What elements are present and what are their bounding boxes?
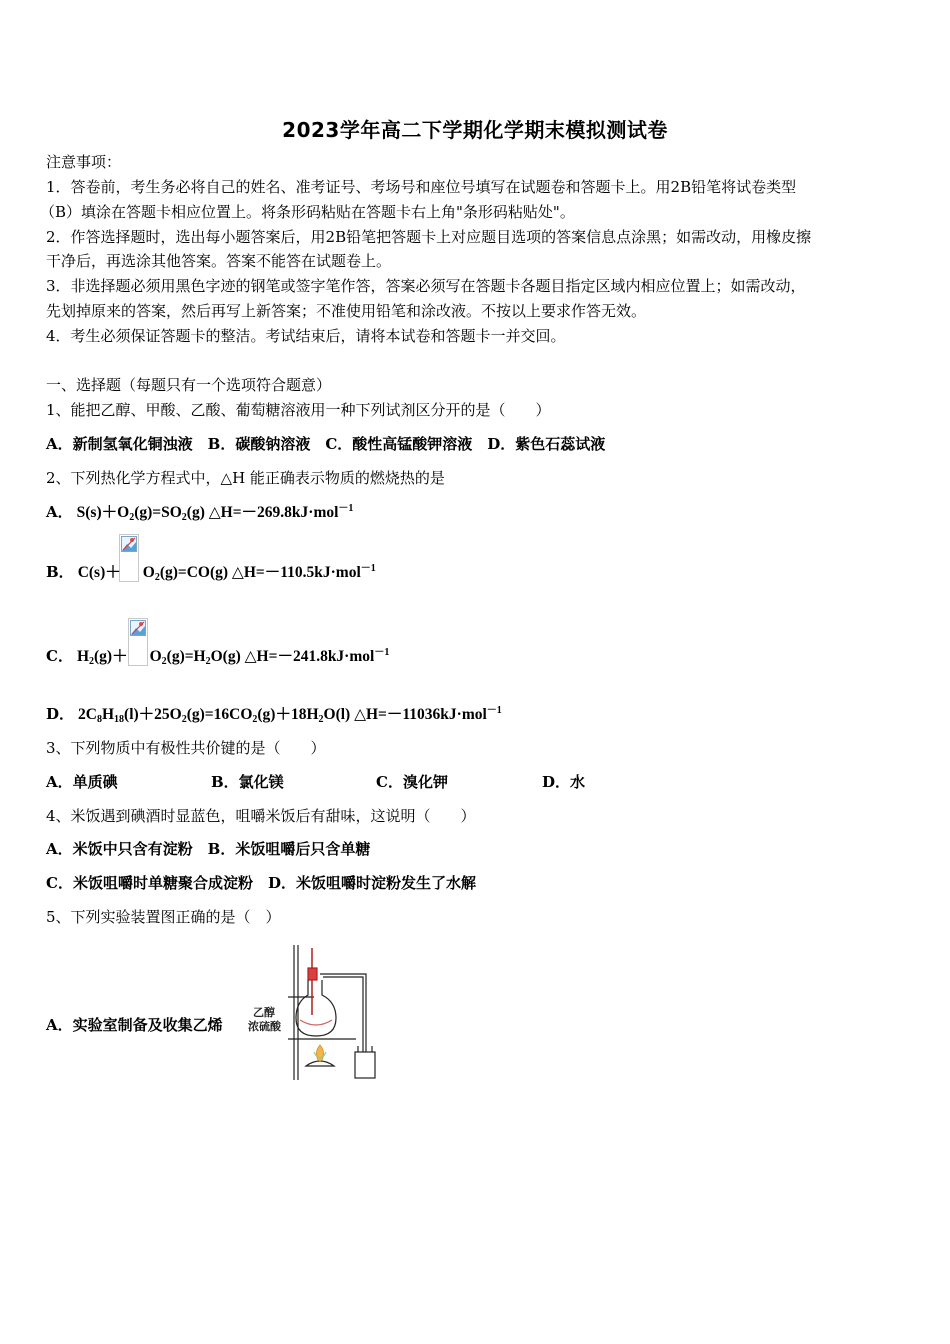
question-2-option-a: A． $S(s)+O_2(g)=SO_2(g)$ △H=－269.8kJ·mol$^{-1}$ xyxy=(46,503,354,523)
notice-line: 2．作答选择题时，选出每小题答案后，用2B铅笔把答题卡上对应题目选项的答案信息点涂黑；如需改动，用橡皮擦 xyxy=(46,228,812,246)
notice-line: 干净后，再选涂其他答案。答案不能答在试题卷上。 xyxy=(46,252,392,270)
notice-line: 4．考生必须保证答题卡的整洁。考试结束后，请将本试卷和答题卡一并交回。 xyxy=(46,327,566,345)
question-5-stem: 5、下列实验装置图正确的是（ ） xyxy=(46,908,281,926)
question-3-option-a: A．单质碘 xyxy=(46,773,118,791)
notice-heading: 注意事项： xyxy=(46,153,122,171)
question-2-option-b: B． $C(s)+ O_2(g)=CO(g)$ △H=－110.5kJ·mol$^{-1}$ xyxy=(46,563,376,583)
page-title: 2023学年高二下学期化学期末模拟测试卷 xyxy=(282,118,668,142)
section-heading: 一、选择题（每题只有一个选项符合题意） xyxy=(46,376,332,394)
broken-image-icon xyxy=(121,536,137,552)
option-label: B． xyxy=(46,563,74,581)
label-sulfuric-acid: 浓硫酸 xyxy=(248,1020,281,1033)
broken-image-icon xyxy=(130,620,146,636)
question-3-option-b: B．氯化镁 xyxy=(211,773,284,791)
notice-line: 1．答卷前，考生务必将自己的姓名、准考证号、考场号和座位号填写在试题卷和答题卡上。用2B铅笔将试卷类型 xyxy=(46,178,797,196)
question-1-stem: 1、能把乙醇、甲酸、乙酸、葡萄糖溶液用一种下列试剂区分开的是（ ） xyxy=(46,401,551,419)
question-3-stem: 3、下列物质中有极性共价键的是（ ） xyxy=(46,739,326,757)
question-3-option-d: D．水 xyxy=(542,773,586,791)
question-5-option-a: A．实验室制备及收集乙烯 xyxy=(46,1016,223,1034)
option-label: C． xyxy=(46,647,73,665)
notice-line: 先划掉原来的答案，然后再写上新答案；不准使用铅笔和涂改液。不按以上要求作答无效。 xyxy=(46,302,647,320)
question-4-options-row-1: A．米饭中只含有淀粉 B．米饭咀嚼后只含单糖 xyxy=(46,840,371,858)
notice-line: 3．非选择题必须用黑色字迹的钢笔或签字笔作答，答案必须写在答题卡各题目指定区域内相应位置上；如需改动， xyxy=(46,277,806,295)
option-label: A． xyxy=(46,503,73,521)
question-1-options: A．新制氢氧化铜浊液 B．碳酸钠溶液 C．酸性高锰酸钾溶液 D．紫色石蕊试液 xyxy=(46,435,606,453)
question-2-option-c: C． $H_2(g)+ O_2(g)=H_2O(g)$ △H=－241.8kJ·mol$^{-1}$ xyxy=(46,647,390,667)
question-2-stem: 2、下列热化学方程式中，△H 能正确表示物质的燃烧热的是 xyxy=(46,469,445,487)
notice-line: （B）填涂在答题卡相应位置上。将条形码粘贴在答题卡右上角"条形码粘贴处"。 xyxy=(40,203,575,221)
ethylene-apparatus-diagram xyxy=(248,940,388,1085)
label-ethanol: 乙醇 xyxy=(253,1006,275,1019)
question-4-stem: 4、米饭遇到碘酒时显蓝色，咀嚼米饭后有甜味，这说明（ ） xyxy=(46,807,476,825)
question-3-option-c: C．溴化钾 xyxy=(376,773,448,791)
question-4-options-row-2: C．米饭咀嚼时单糖聚合成淀粉 D．米饭咀嚼时淀粉发生了水解 xyxy=(46,874,476,892)
option-label: D． xyxy=(46,705,75,723)
question-2-option-d: D． $2C_8H_{18}(l)+25O_2(g)=16CO_2(g)+18H_2O(l)$ △H=－11036kJ·mol$^{-1}$ xyxy=(46,705,502,725)
